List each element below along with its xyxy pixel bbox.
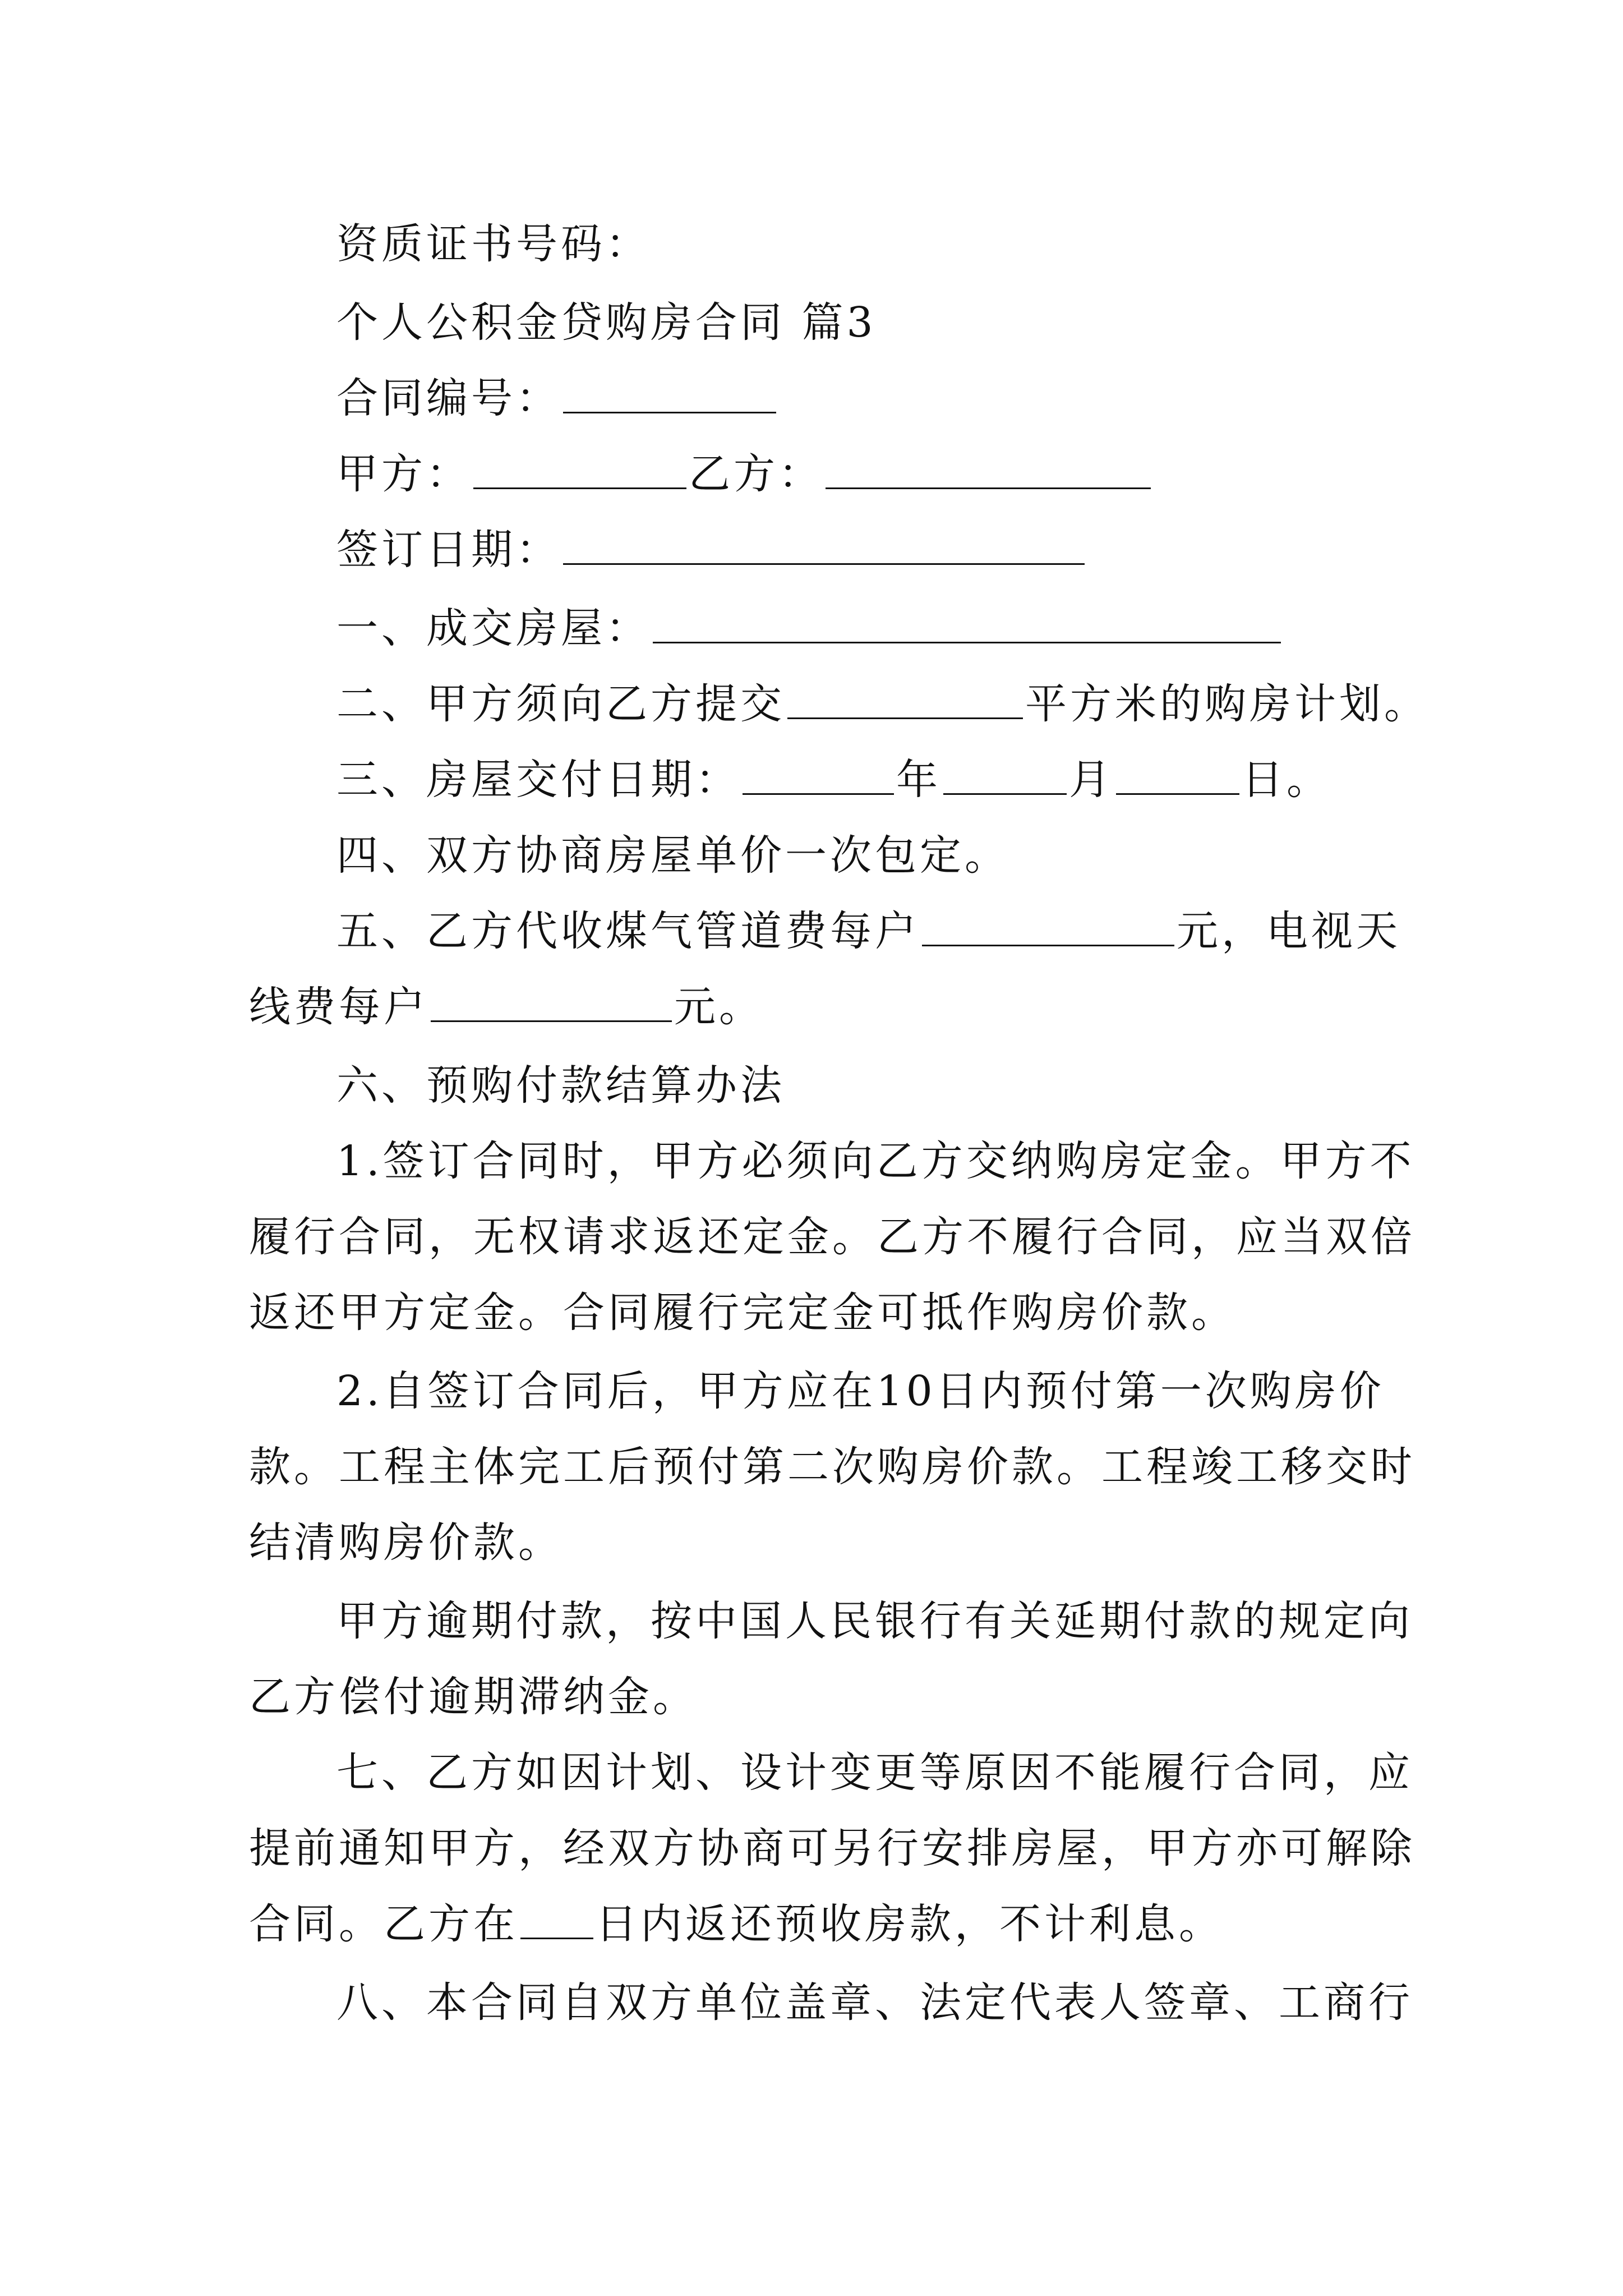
clause-4-text: 四、双方协商房屋单价一次包定。 (336, 831, 1009, 880)
clause-7-pre: 合同。乙方在 (249, 1900, 518, 1948)
clause-5-pre: 五、乙方代收煤气管道费每户 (336, 907, 920, 955)
signing-date-line (336, 522, 1382, 578)
clause-8-text-1: 八、本合同自双方单位盖章、法定代表人签章、工商行 (336, 1978, 1413, 2027)
month-blank (943, 752, 1067, 795)
clause-6-2-line-2 (249, 1439, 1415, 1495)
clause-2-pre: 二、甲方须向乙方提交 (336, 680, 785, 728)
qualification-cert-line (336, 216, 1382, 272)
signing-date-label: 签订日期： (336, 526, 561, 574)
clause-6-2-text-1: 2.自签订合同后，甲方应在10日内预付第一次购房价 (336, 1367, 1385, 1415)
clause-5-post: 元，电视天 (1177, 907, 1401, 955)
day-label: 日。 (1242, 756, 1331, 804)
clause-2-line (336, 676, 1429, 732)
clause-1-label: 一、成交房屋： (336, 604, 651, 652)
clause-8-line-1 (336, 1975, 1413, 2031)
late-payment-line-1 (336, 1593, 1413, 1649)
clause-6-1-line-3 (249, 1285, 1382, 1341)
year-blank (743, 752, 894, 795)
contract-heading (336, 295, 1382, 351)
clause-5-cont-line (249, 979, 1382, 1035)
late-payment-line-2 (249, 1669, 1382, 1725)
year-label: 年 (896, 756, 941, 804)
contract-number-label: 合同编号： (336, 374, 561, 422)
clause-3-line (336, 752, 1382, 808)
clause-5-line (336, 903, 1401, 959)
clause-7-post: 日内返还预收房款，不计利息。 (596, 1900, 1224, 1948)
clause-5-cont-pre: 线费每户 (249, 983, 428, 1031)
contract-number-blank (563, 370, 776, 413)
house-blank (653, 600, 1281, 643)
clause-7-line-3 (249, 1896, 1382, 1952)
late-payment-text-2: 乙方偿付逾期滞纳金。 (249, 1673, 698, 1721)
gas-fee-blank (922, 903, 1174, 946)
late-payment-text-1: 甲方逾期付款，按中国人民银行有关延期付款的规定向 (336, 1597, 1413, 1645)
signing-date-blank (563, 522, 1085, 565)
day-blank (1116, 752, 1239, 795)
clause-6-2-text-2: 款。工程主体完工后预付第二次购房价款。工程竣工移交时 (249, 1443, 1415, 1491)
clause-6-2-line-1 (336, 1363, 1385, 1419)
contract-number-line (336, 370, 1382, 426)
clause-7-line-2 (249, 1820, 1415, 1876)
clause-6-1-line-1 (336, 1133, 1415, 1189)
clause-3-pre: 三、房屋交付日期： (336, 756, 740, 804)
qualification-cert-label: 资质证书号码： (336, 220, 651, 268)
party-a-blank (473, 446, 686, 489)
parties-line (336, 446, 1382, 502)
clause-6-heading (336, 1057, 1382, 1114)
clause-7-line-1 (336, 1745, 1413, 1801)
area-blank (787, 676, 1023, 719)
clause-6-text: 六、预购付款结算办法 (336, 1061, 785, 1110)
clause-6-2-line-3 (249, 1515, 1382, 1571)
clause-5-cont-post: 元。 (674, 983, 764, 1031)
clause-2-post: 平方米的购房计划。 (1025, 680, 1429, 728)
clause-6-1-text-2: 履行合同，无权请求返还定金。乙方不履行合同，应当双倍 (249, 1213, 1415, 1261)
clause-7-text-2: 提前通知甲方，经双方协商可另行安排房屋，甲方亦可解除 (249, 1824, 1415, 1872)
clause-4-line (336, 827, 1382, 884)
month-label: 月 (1069, 756, 1114, 804)
refund-days-blank (520, 1896, 593, 1939)
clause-6-1-line-2 (249, 1209, 1415, 1265)
tv-fee-blank (431, 979, 672, 1022)
party-a-label: 甲方： (336, 450, 471, 498)
clause-1-line (336, 600, 1382, 656)
party-b-blank (826, 446, 1151, 489)
contract-title: 个人公积金贷购房合同 篇3 (336, 298, 877, 347)
clause-6-2-text-3: 结清购房价款。 (249, 1519, 563, 1567)
party-b-label: 乙方： (689, 450, 823, 498)
clause-7-text-1: 七、乙方如因计划、设计变更等原因不能履行合同，应 (336, 1749, 1413, 1797)
clause-6-1-text-3: 返还甲方定金。合同履行完定金可抵作购房价款。 (249, 1289, 1236, 1337)
clause-6-1-text-1: 1.签订合同时，甲方必须向乙方交纳购房定金。甲方不 (336, 1137, 1415, 1185)
